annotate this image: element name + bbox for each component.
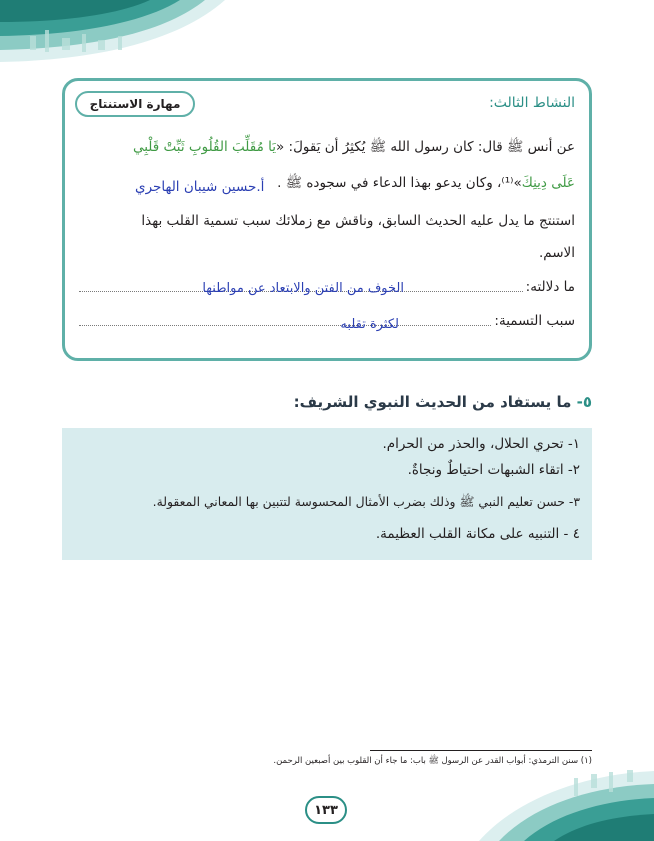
activity-box (62, 78, 592, 361)
benefit-item: ٤ - التنبيه على مكانة القلب العظيمة. (375, 526, 580, 542)
teacher-note: أ.حسين شيبان الهاجري (135, 179, 265, 195)
naming-answer[interactable]: لكثرة تقلبه (340, 317, 399, 332)
hadith-intro: عن أنس ﷺ قال: كان رسول الله ﷺ يُكثِرُ أن يَقولَ: « (275, 139, 575, 155)
instruction-line: استنتج ما يدل عليه الحديث السابق، وناقش مع زملائك سبب تسمية القلب بهذا (141, 213, 575, 229)
answer-row-naming (79, 309, 575, 329)
benefits-heading (294, 393, 592, 411)
page-number: ١٣٣ (305, 796, 347, 824)
significance-label: ما دلالته: (525, 279, 575, 295)
benefit-item: ٢- اتقاء الشبهات احتياطٌ ونجاةٌ. (407, 462, 580, 478)
benefit-item: ١- تحري الحلال، والحذر من الحرام. (382, 436, 580, 452)
hadith-quote-part-2: عَلَى دِينِكَ (521, 175, 575, 191)
instruction-line-end: الاسم. (538, 245, 575, 261)
benefits-number: ٥- (576, 393, 592, 411)
benefits-title: ما يستفاد من الحديث النبوي الشريف: (293, 393, 572, 411)
significance-answer[interactable]: الخوف من الفتن والابتعاد عن مواطنها (202, 281, 404, 296)
hadith-line-1 (133, 139, 575, 155)
footnote-divider (370, 750, 592, 751)
hadith-quote-part-1: يَا مُقَلِّبَ القُلُوبِ ثَبِّتْ قَلْبِي (132, 139, 276, 155)
naming-dots (79, 313, 491, 326)
benefits-box (62, 428, 592, 560)
top-left-ornament (0, 0, 225, 62)
hadith-line-2 (277, 175, 575, 191)
skill-badge: مهارة الاستنتاج (75, 91, 195, 117)
bottom-right-ornament (479, 766, 654, 841)
hadith-outro: »⁽¹⁾، وكان يدعو بهذا الدعاء في سجوده ﷺ . (277, 175, 522, 191)
naming-label: سبب التسمية: (494, 313, 575, 329)
footnote: (١) سنن الترمذي: أبواب القدر عن الرسول ﷺ باب: ما جاء أن القلوب بين أصبعين الرحمن. (273, 756, 592, 766)
activity-title: النشاط الثالث: (489, 95, 575, 111)
benefit-item: ٣- حسن تعليم النبي ﷺ وذلك بضرب الأمثال المحسوسة لتتبين بها المعاني المعقولة. (152, 494, 580, 509)
